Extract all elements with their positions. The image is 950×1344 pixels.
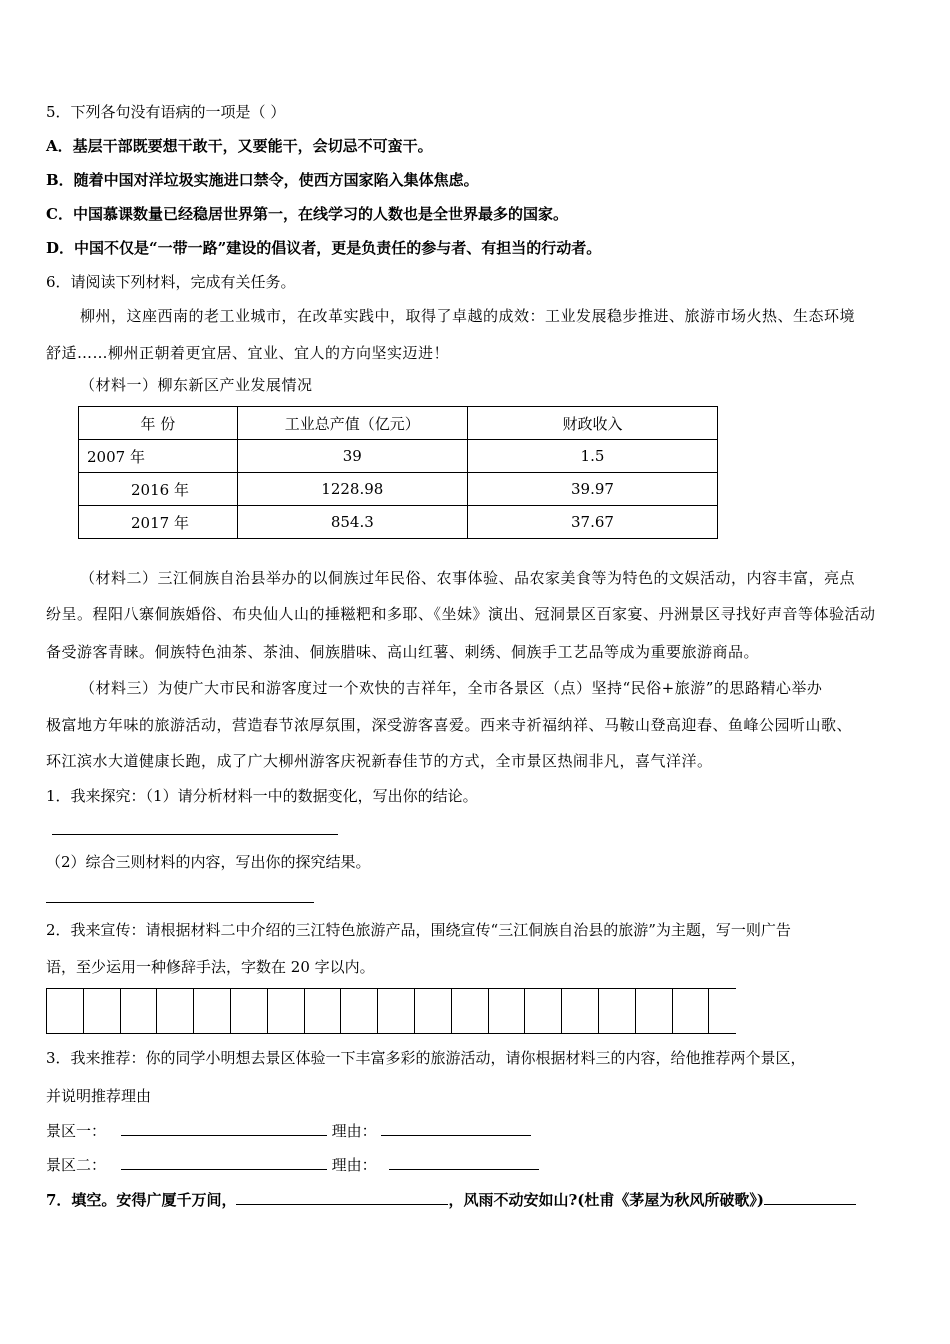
- table-cell-year: 2017 年: [79, 506, 238, 539]
- q5-option-d: D．中国不仅是“一带一路”建设的倡议者，更是负责任的参与者、有担当的行动者。: [46, 239, 602, 257]
- table-row: [79, 506, 718, 539]
- reason2-label: 理由：: [331, 1156, 377, 1174]
- task1-answer-line[interactable]: [52, 834, 338, 835]
- scenic2-label: 景区二：: [46, 1156, 107, 1174]
- answer-grid-cell[interactable]: [414, 989, 451, 1033]
- table-cell-revenue: 39.97: [467, 473, 717, 506]
- answer-grid-cell[interactable]: [230, 989, 267, 1033]
- answer-grid-cell[interactable]: [451, 989, 488, 1033]
- q7-middle: ，风雨不动安如山?(杜甫《茅屋为秋风所破歌》): [448, 1191, 764, 1209]
- scenic2-answer-line[interactable]: [121, 1155, 327, 1170]
- answer-grid-cell[interactable]: [488, 989, 525, 1033]
- material2-line-2: 纷呈。程阳八寨侗族婚俗、布央仙人山的捶糍粑和多耶、《坐妹》演出、冠洞景区百家宴、丹洲景区寻找好声音等体验活动: [46, 605, 876, 623]
- answer-grid-cell[interactable]: [46, 989, 83, 1033]
- material3-line-1: （材料三）为使广大市民和游客度过一个欢快的吉祥年，全市各景区（点）坚持“民俗+旅游”的思路精心举办: [80, 679, 823, 697]
- table-cell-output: 39: [237, 440, 467, 473]
- q6-intro-line-1: 柳州，这座西南的老工业城市，在改革实践中，取得了卓越的成效：工业发展稳步推进、旅游市场火热、生态环境: [80, 307, 856, 325]
- answer-grid[interactable]: [46, 988, 736, 1034]
- industry-table: [78, 406, 718, 539]
- scenic1-answer-line[interactable]: [121, 1121, 327, 1136]
- table-row: [79, 440, 718, 473]
- answer-grid-cell[interactable]: [156, 989, 193, 1033]
- table-cell-revenue: 37.67: [467, 506, 717, 539]
- table-header-output: 工业总产值（亿元）: [237, 407, 467, 440]
- task3-prompt-line-2: 并说明推荐理由: [46, 1087, 152, 1105]
- table-cell-output: 1228.98: [237, 473, 467, 506]
- q5-stem: 5．下列各句没有语病的一项是（ ）: [46, 103, 286, 121]
- scenic1-label: 景区一：: [46, 1122, 107, 1140]
- q5-option-b: B．随着中国对洋垃圾实施进口禁令，使西方国家陷入集体焦虑。: [46, 171, 479, 189]
- table-header-revenue: 财政收入: [467, 407, 717, 440]
- table-cell-output: 854.3: [237, 506, 467, 539]
- material1-title: （材料一）柳东新区产业发展情况: [80, 376, 313, 394]
- scenic-row-2: [46, 1155, 539, 1175]
- table-header-year: 年 份: [79, 407, 238, 440]
- q7-prefix: 7．填空。安得广厦千万间，: [46, 1191, 237, 1209]
- answer-grid-cell[interactable]: [120, 989, 157, 1033]
- material3-line-3: 环江滨水大道健康长跑，成了广大柳州游客庆祝新春佳节的方式，全市景区热闹非凡，喜气洋洋。: [46, 752, 713, 770]
- answer-grid-cell[interactable]: [304, 989, 341, 1033]
- table-cell-year: 2016 年: [79, 473, 238, 506]
- answer-grid-cell[interactable]: [83, 989, 120, 1033]
- q7-blank-1[interactable]: [236, 1190, 448, 1205]
- task3-prompt-line-1: 3．我来推荐：你的同学小明想去景区体验一下丰富多彩的旅游活动，请你根据材料三的内容，给他推荐两个景区，: [46, 1049, 806, 1067]
- q5-option-a: A．基层干部既要想干敢干，又要能干，会切忌不可蛮干。: [46, 137, 433, 155]
- q6-intro-line-2: 舒适……柳州正朝着更宜居、宜业、宜人的方向坚实迈进！: [46, 344, 450, 362]
- table-row: [79, 473, 718, 506]
- material3-line-2: 极富地方年味的旅游活动，营造春节浓厚氛围，深受游客喜爱。西来寺祈福纳祥、马鞍山登高迎春、鱼峰公园听山歌、: [46, 716, 853, 734]
- reason1-label: 理由：: [331, 1122, 377, 1140]
- scenic-row-1: [46, 1121, 531, 1141]
- answer-grid-cell[interactable]: [524, 989, 561, 1033]
- answer-grid-cell[interactable]: [267, 989, 304, 1033]
- reason1-answer-line[interactable]: [381, 1121, 531, 1136]
- task2-prompt-line-2: 语，至少运用一种修辞手法，字数在 20 字以内。: [46, 958, 375, 976]
- q7-blank-2[interactable]: [764, 1190, 856, 1205]
- table-cell-year: 2007 年: [79, 440, 238, 473]
- answer-grid-cell[interactable]: [377, 989, 414, 1033]
- answer-grid-cell[interactable]: [598, 989, 635, 1033]
- task1-part2-answer-line[interactable]: [46, 902, 314, 903]
- answer-grid-cell[interactable]: [193, 989, 230, 1033]
- answer-grid-cell[interactable]: [340, 989, 377, 1033]
- answer-grid-cell[interactable]: [708, 989, 745, 1033]
- task2-prompt-line-1: 2．我来宣传：请根据材料二中介绍的三江特色旅游产品，围绕宣传“三江侗族自治县的旅游”为主题，写一则广告: [46, 921, 791, 939]
- task1-part2-prompt: （2）综合三则材料的内容，写出你的探究结果。: [46, 853, 371, 871]
- answer-grid-cell[interactable]: [672, 989, 709, 1033]
- q5-option-c: C．中国慕课数量已经稳居世界第一，在线学习的人数也是全世界最多的国家。: [46, 205, 568, 223]
- material2-line-1: （材料二）三江侗族自治县举办的以侗族过年民俗、农事体验、品农家美食等为特色的文娱活动，内容丰富，亮点: [80, 569, 856, 587]
- table-cell-revenue: 1.5: [467, 440, 717, 473]
- q7-row: [46, 1190, 856, 1210]
- task1-prompt: 1．我来探究：（1）请分析材料一中的数据变化，写出你的结论。: [46, 787, 478, 805]
- material2-line-3: 备受游客青睐。侗族特色油茶、茶油、侗族腊味、高山红薯、刺绣、侗族手工艺品等成为重要旅游商品。: [46, 643, 760, 661]
- reason2-answer-line[interactable]: [389, 1155, 539, 1170]
- answer-grid-cell[interactable]: [635, 989, 672, 1033]
- q6-stem: 6．请阅读下列材料，完成有关任务。: [46, 273, 296, 291]
- table-header-row: [79, 407, 718, 440]
- answer-grid-cell[interactable]: [561, 989, 598, 1033]
